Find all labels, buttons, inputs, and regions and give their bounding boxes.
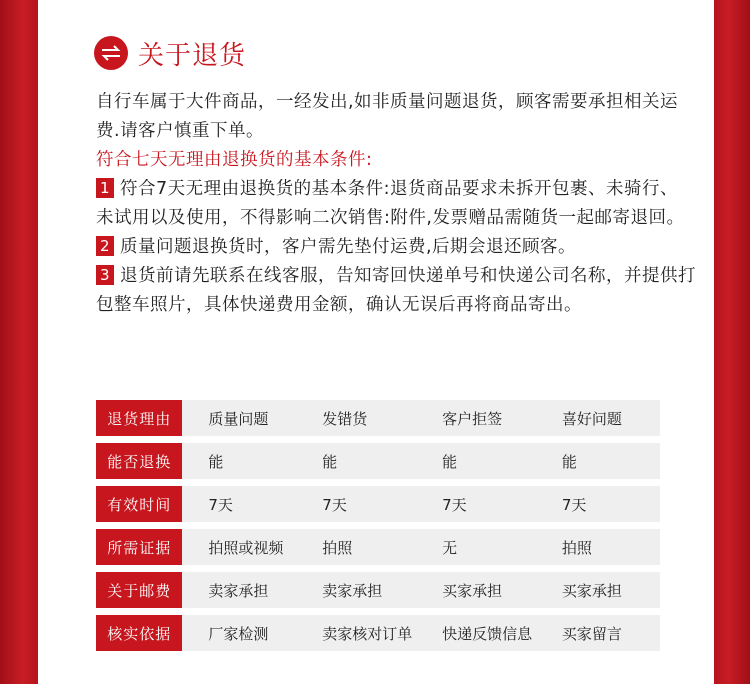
intro-paragraph: 自行车属于大件商品，一经发出,如非质量问题退货，顾客需要承担相关运费.请客户慎重下单。	[96, 92, 679, 141]
item-number-1: 1	[96, 178, 114, 198]
table-cell: 7天	[208, 495, 233, 514]
table-cell: 客户拒签	[442, 409, 503, 428]
table-row	[96, 615, 660, 651]
table-row	[96, 572, 660, 608]
table-cell: 7天	[322, 495, 347, 514]
return-policy-table	[96, 400, 660, 658]
table-cell: 拍照或视频	[208, 538, 284, 557]
right-red-border	[714, 0, 750, 684]
table-cell: 买家承担	[442, 581, 503, 600]
condition-item-3	[96, 262, 696, 320]
table-cell: 能	[322, 452, 338, 471]
table-cell: 拍照	[561, 538, 592, 557]
row-label: 有效时间	[96, 486, 182, 522]
row-label: 核实依据	[96, 615, 182, 651]
row-label: 所需证据	[96, 529, 182, 565]
table-cell: 卖家承担	[208, 581, 269, 600]
table-cell: 买家留言	[561, 624, 622, 643]
table-cell: 卖家核对订单	[322, 624, 413, 643]
conditions-title: 符合七天无理由退换货的基本条件:	[96, 150, 373, 170]
table-cell: 喜好问题	[561, 409, 622, 428]
table-cell: 厂家检测	[208, 624, 269, 643]
table-row	[96, 529, 660, 565]
table-cell: 能	[208, 452, 224, 471]
condition-item-2	[96, 233, 696, 262]
table-cell: 能	[561, 452, 577, 471]
row-label: 退货理由	[96, 400, 182, 436]
condition-text-1: 符合7天无理由退换货的基本条件:退货商品要求未拆开包裹、未骑行、未试用以及使用，不得影响二次销售:附件,发票赠品需随货一起邮寄退回。	[96, 179, 685, 228]
policy-text	[96, 88, 696, 320]
table-cell: 7天	[561, 495, 587, 514]
condition-text-2: 质量问题退换货时，客户需先垫付运费,后期会退还顾客。	[120, 237, 577, 257]
item-number-3: 3	[96, 265, 114, 285]
condition-text-3: 退货前请先联系在线客服，告知寄回快递单号和快递公司名称，并提供打包整车照片，具体快递费用金额，确认无误后再将商品寄出。	[96, 266, 696, 315]
table-cell: 7天	[442, 495, 467, 514]
table-row	[96, 400, 660, 436]
item-number-2: 2	[96, 236, 114, 256]
table-cell: 快递反馈信息	[442, 624, 533, 643]
table-cell: 卖家承担	[322, 581, 383, 600]
section-heading	[94, 36, 246, 70]
row-label: 能否退换	[96, 443, 182, 479]
table-cell: 发错货	[322, 409, 368, 428]
row-label: 关于邮费	[96, 572, 182, 608]
section-title: 关于退货	[138, 40, 247, 71]
return-policy-page	[38, 0, 714, 684]
table-row	[96, 486, 660, 522]
table-cell: 质量问题	[208, 409, 269, 428]
table-cell: 拍照	[322, 538, 353, 557]
table-cell: 买家承担	[561, 581, 622, 600]
table-cell: 能	[442, 452, 458, 471]
table-row	[96, 443, 660, 479]
return-arrows-icon	[94, 36, 128, 70]
table-cell: 无	[442, 538, 458, 557]
condition-item-1	[96, 175, 696, 233]
left-red-border	[0, 0, 38, 684]
